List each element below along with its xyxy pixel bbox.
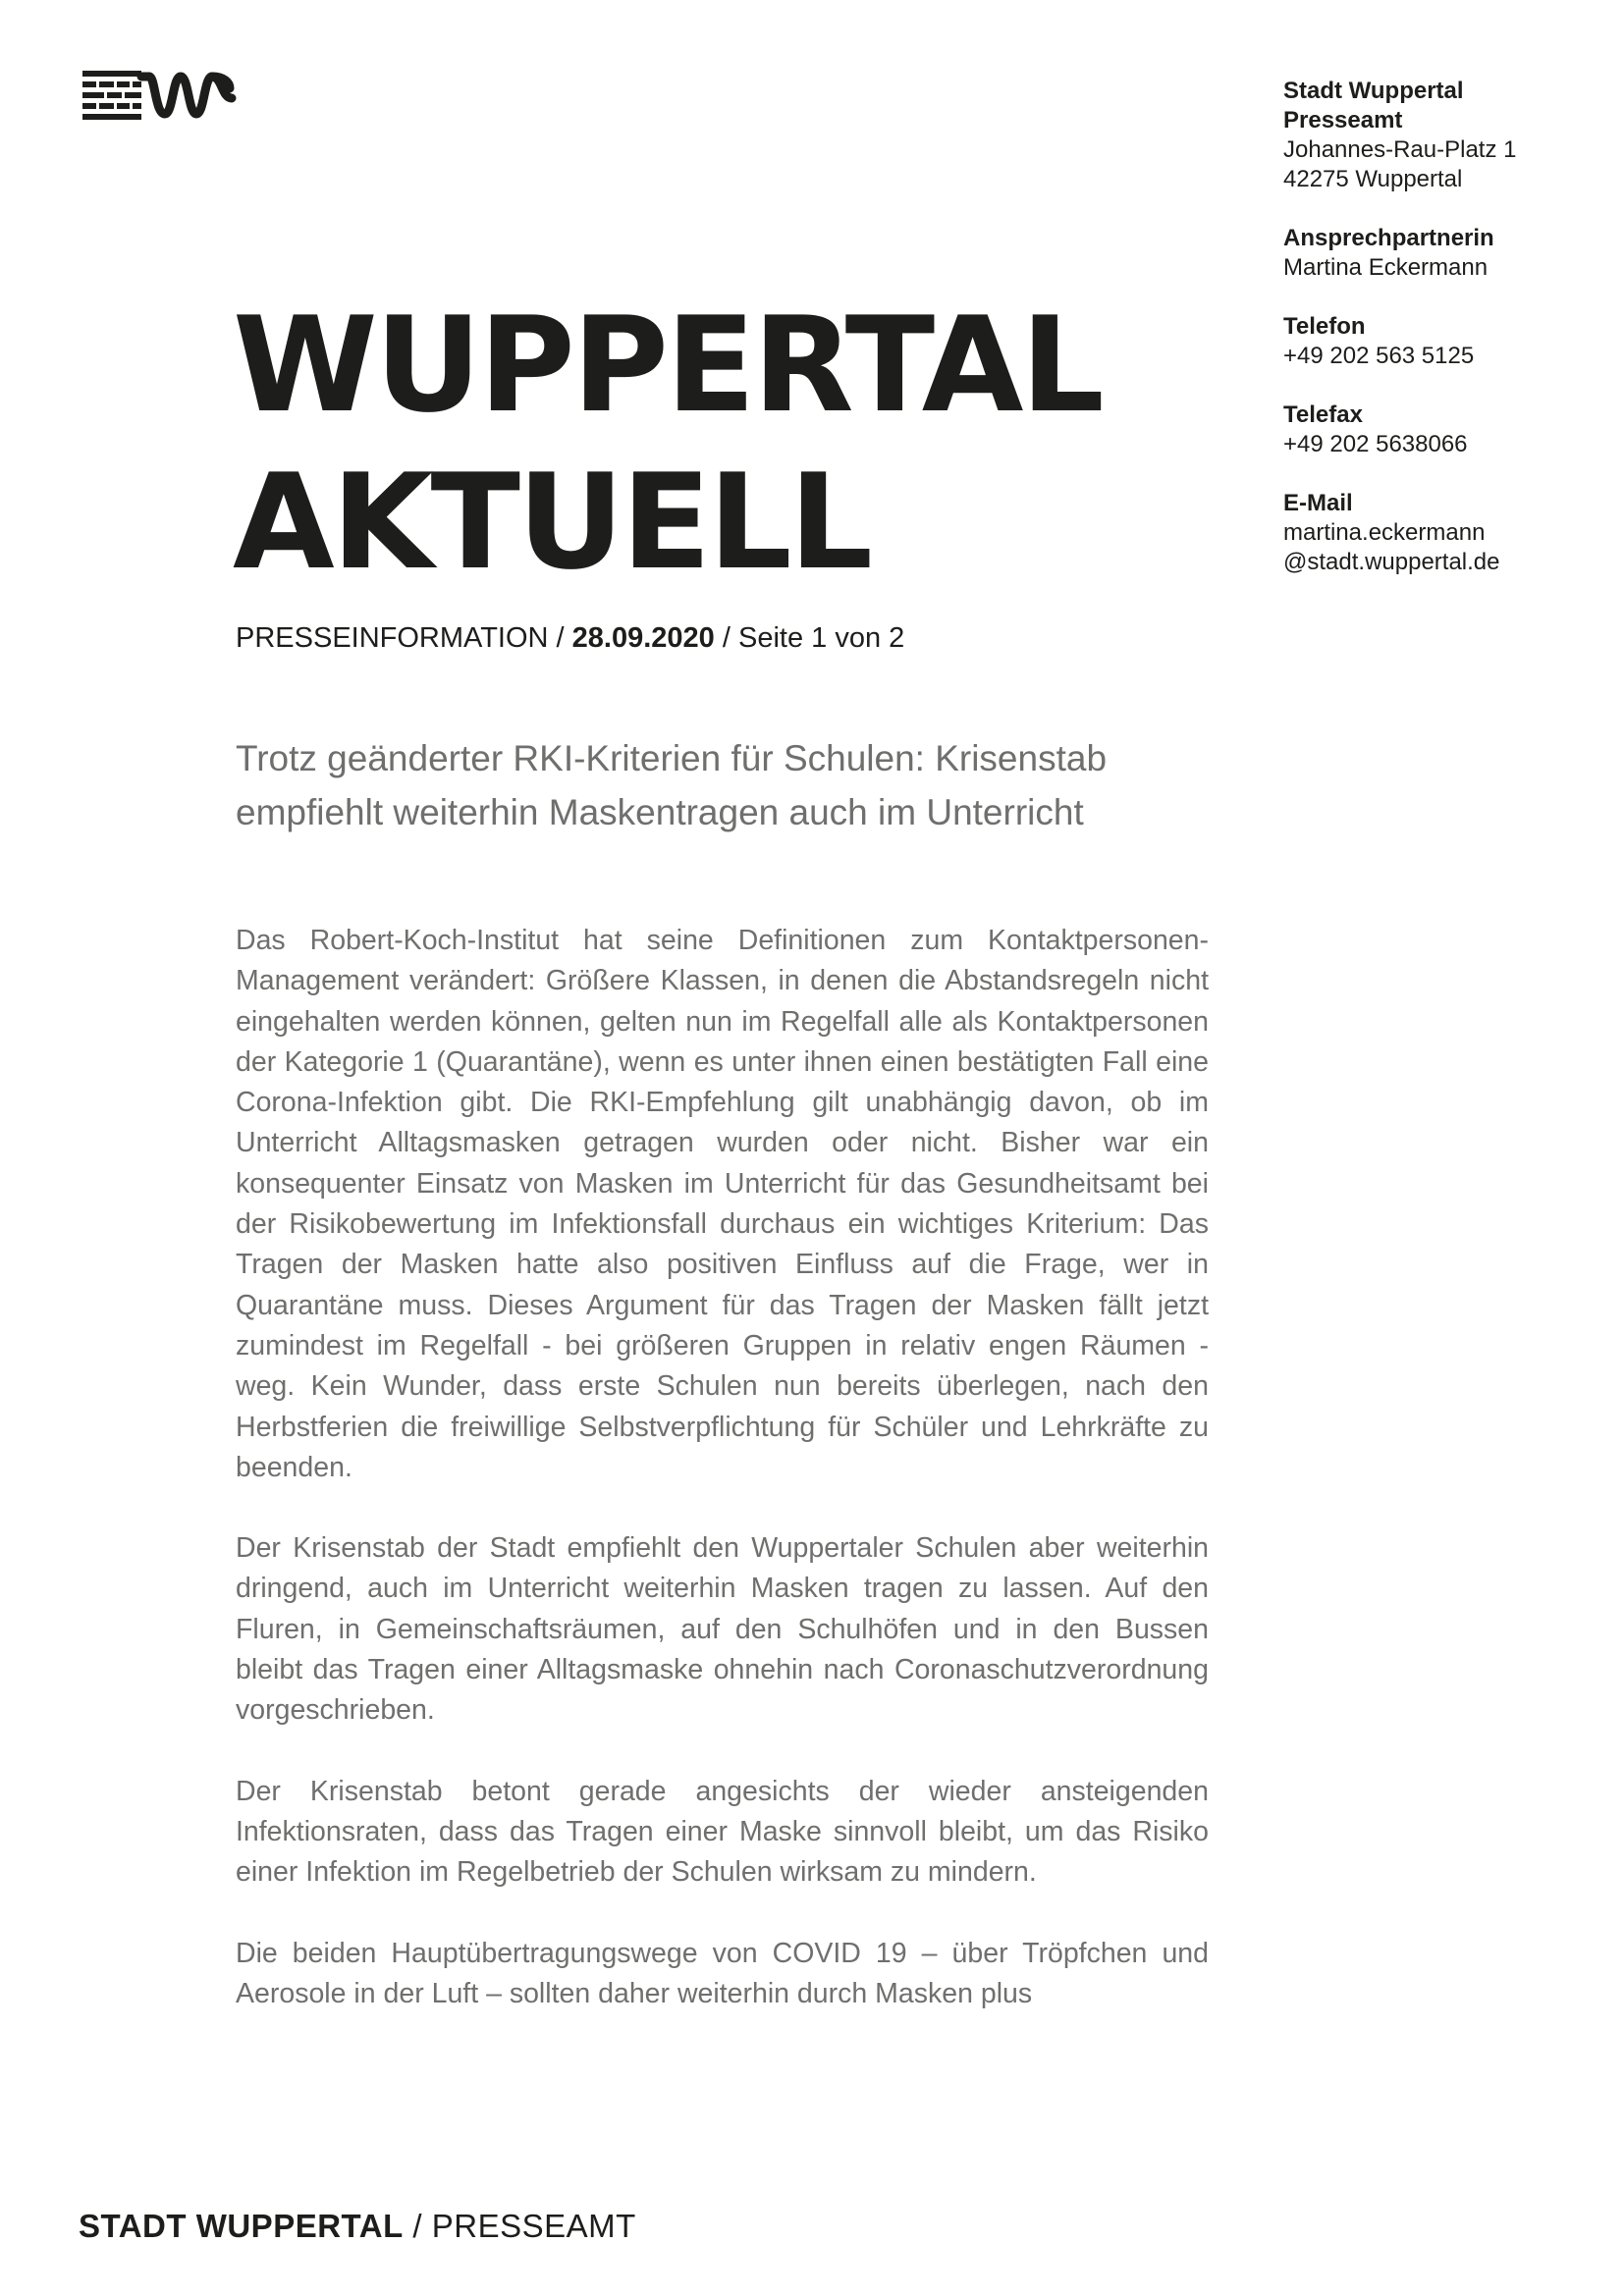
fax-block [1283,400,1607,459]
release-date: 28.09.2020 [571,622,715,654]
phone-value: +49 202 563 5125 [1283,343,1475,369]
wuppertal-logo [82,69,240,120]
footer-department: PRESSEAMT [431,2208,636,2244]
contact-sidebar [1283,77,1607,607]
phone-label: Telefon [1283,313,1366,340]
body-paragraph-2: Der Krisenstab der Stadt empfiehlt den Wuppertaler Schulen aber weiterhin dringend, auch im Unterricht weiterhin Masken tragen zu lassen. Auf den Fluren, in Gemeinschaftsräumen, auf den Schulhöfen und in den Bussen bleibt das Tragen einer Alltagsmaske ohnehin nach Coronaschutzverordnung vorgeschrieben. [236,1532,1209,1727]
contact-name: Martina Eckermann [1283,254,1489,281]
contact-label: Ansprechpartnerin [1283,225,1494,251]
street-address: Johannes-Rau-Platz 1 [1283,136,1517,163]
fax-value: +49 202 5638066 [1283,431,1468,457]
organization-address [1283,77,1607,194]
body-paragraph-4: Die beiden Hauptübertragungswege von COVID 19 – über Tröpfchen und Aerosole in der Luft – sollten daher weiterhin durch Masken plus [236,1937,1209,2009]
email-domain: @stadt.wuppertal.de [1283,549,1500,575]
email-local-part: martina.eckermann [1283,519,1486,546]
email-label: E-Mail [1283,490,1353,516]
page-indicator: Seite 1 von 2 [738,622,905,654]
email-block [1283,489,1607,577]
document-type: PRESSEINFORMATION [236,622,549,654]
meta-separator: / [548,622,572,654]
masthead-line-2: AKTUELL [233,446,871,599]
postal-city: 42275 Wuppertal [1283,166,1463,192]
page-footer [79,2207,636,2246]
press-body [236,921,1209,2014]
department-name: Presseamt [1283,107,1403,133]
phone-block [1283,312,1607,371]
masthead-title [233,287,1102,601]
contact-person-block [1283,224,1607,283]
press-headline [236,731,1218,839]
meta-separator: / [714,622,738,654]
fax-label: Telefax [1283,401,1363,428]
body-paragraph-1: Das Robert-Koch-Institut hat seine Definitionen zum Kontaktpersonen-Management verändert: Größere Klassen, in denen die Abstandsregeln nicht eingehalten werden können, gelten nun im Regelfall alle als Kontaktpersonen der Kategorie 1 (Quarantäne), wenn es unter ihnen einen bestätigten Fall eine Corona-Infektion gibt. Die RKI-Empfehlung gilt unabhängig davon, ob im Unterricht Alltagsmasken getragen wurden oder nicht. Bisher war ein konsequenter Einsatz von Masken im Unterricht für das Gesundheitsamt bei der Risikobewertung im Infektionsfall durchaus ein wichtiges Kriterium: Das Tragen der Masken hatte also positiven Einfluss auf die Frage, wer in Quarantäne muss. Dieses Argument für das Tragen der Masken fällt jetzt zumindest im Regelfall - bei größeren Gruppen in relativ engen Räumen - weg. Kein Wunder, dass erste Schulen nun bereits überlegen, nach den Herbstferien die freiwillige Selbstverpflichtung für Schüler und Lehrkräfte zu beenden. [236,925,1209,1483]
press-meta-line [236,620,904,656]
masthead-line-1: WUPPERTAL [233,289,1102,442]
organization-name: Stadt Wuppertal [1283,78,1464,104]
headline-line-1: Trotz geänderter RKI-Kriterien für Schulen: Krisenstab [236,738,1108,778]
footer-separator: / [403,2208,432,2244]
headline-line-2: empfiehlt weiterhin Maskentragen auch im Unterricht [236,792,1084,832]
footer-organization: STADT WUPPERTAL [79,2208,404,2244]
body-paragraph-3: Der Krisenstab betont gerade angesichts der wieder ansteigenden Infektionsraten, dass das Tragen einer Maske sinnvoll bleibt, um das Risiko einer Infektion im Regelbetrieb der Schulen wirksam zu mindern. [236,1775,1209,1889]
